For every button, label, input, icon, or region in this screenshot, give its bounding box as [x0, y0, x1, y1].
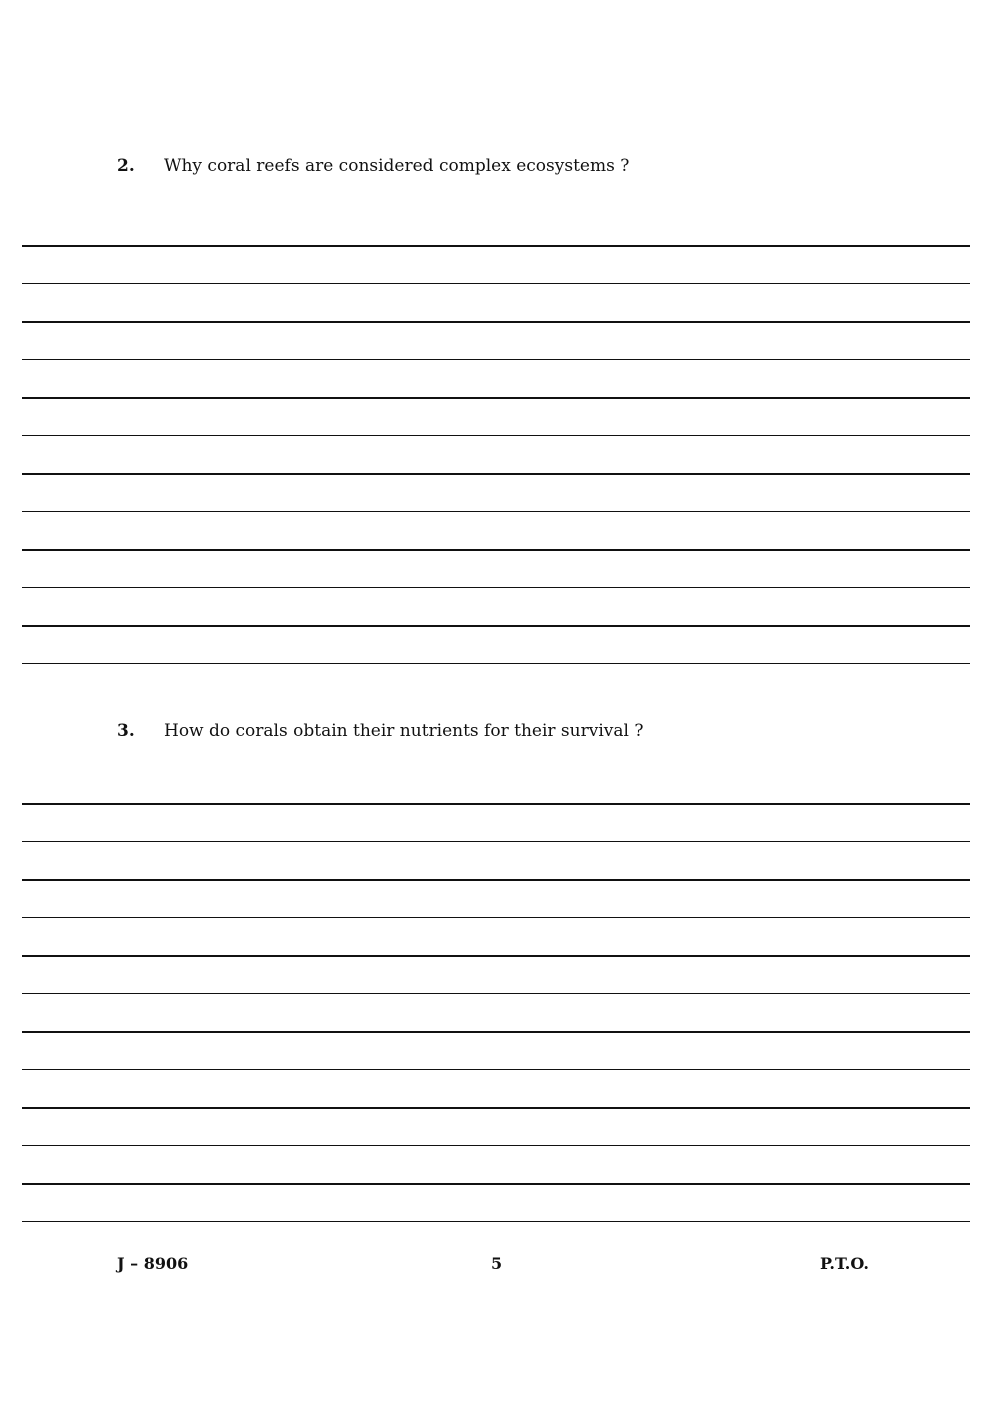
question-number: 3. [117, 721, 135, 741]
answer-line [22, 803, 970, 805]
answer-line [22, 359, 970, 360]
answer-lines-question-3[interactable] [22, 803, 970, 1259]
answer-line [22, 321, 970, 323]
answer-line [22, 625, 970, 627]
answer-line [22, 1107, 970, 1109]
answer-line [22, 511, 970, 512]
answer-line [22, 1145, 970, 1146]
answer-lines-question-2[interactable] [22, 245, 970, 701]
answer-line [22, 587, 970, 588]
answer-line [22, 435, 970, 436]
answer-line [22, 841, 970, 842]
question-text: How do corals obtain their nutrients for their survival ? [164, 721, 644, 741]
question-3 [117, 721, 643, 741]
footer-exam-code: J – 8906 [117, 1254, 189, 1273]
question-text: Why coral reefs are considered complex ecosystems ? [164, 156, 630, 176]
answer-line [22, 397, 970, 399]
answer-line [22, 549, 970, 551]
answer-line [22, 473, 970, 475]
answer-line [22, 1183, 970, 1185]
answer-line [22, 283, 970, 284]
question-2 [117, 156, 629, 176]
footer-pto: P.T.O. [820, 1254, 869, 1273]
footer-page-number: 5 [491, 1254, 503, 1273]
answer-line [22, 1221, 970, 1222]
answer-line [22, 993, 970, 994]
answer-line [22, 879, 970, 881]
answer-line [22, 1031, 970, 1033]
question-number: 2. [117, 156, 135, 176]
answer-line [22, 955, 970, 957]
answer-line [22, 1069, 970, 1070]
answer-line [22, 245, 970, 247]
answer-line [22, 663, 970, 664]
answer-line [22, 917, 970, 918]
